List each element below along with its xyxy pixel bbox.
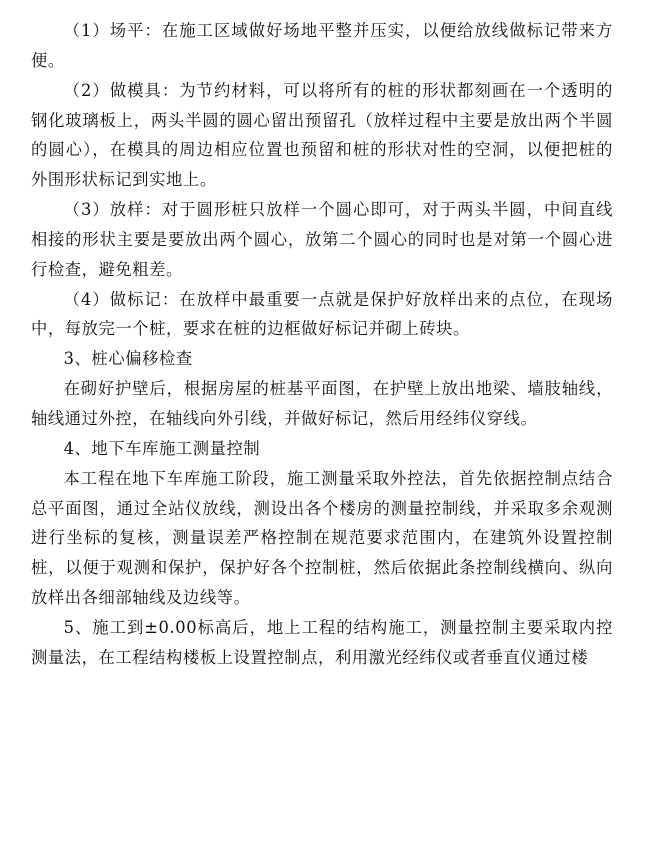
document-page bbox=[31, 16, 613, 673]
paragraph-garage-survey: 本工程在地下车库施工阶段，施工测量采取外控法，首先依据控制点结合总平面图，通过全站仪放线，测设出各个楼房的测量控制线，并采取多余观测进行坐标的复核，测量误差严格控制在规范要求范围内，在建筑外设置控制桩，以便于观测和保护，保护好各个控制桩，然后依据此条控制线横向、纵向放样出各细部轴线及边线等。 bbox=[31, 468, 613, 608]
paragraph-make-template: （2）做模具：为节约材料，可以将所有的桩的形状都刻画在一个透明的钢化玻璃板上，两头半圆的圆心留出预留孔（放样过程中主要是放出两个半圆的圆心），在模具的周边相应位置也预留和桩的形状对性的空洞，以便把桩的外围形状标记到实地上。 bbox=[31, 80, 613, 190]
paragraph-pile-center-check: 在砌好护壁后，根据房屋的桩基平面图，在护壁上放出地梁、墙肢轴线，轴线通过外控，在轴线向外引线，并做好标记，然后用经纬仪穿线。 bbox=[31, 379, 613, 428]
section-heading-garage-survey: 4、地下车库施工测量控制 bbox=[63, 438, 261, 458]
paragraph-marking: （4）做标记：在放样中最重要一点就是保护好放样出来的点位，在现场中，每放完一个桩，要求在桩的边框做好标记并砌上砖块。 bbox=[31, 289, 613, 339]
paragraph-above-ground-survey: 5、施工到±0.00标高后，地上工程的结构施工，测量控制主要采取内控测量法，在工程结构楼板上设置控制点，利用激光经纬仪或者垂直仪通过楼 bbox=[31, 617, 613, 667]
section-heading-pile-center-offset: 3、桩心偏移检查 bbox=[63, 349, 193, 369]
paragraph-stakeout: （3）放样：对于圆形桩只放样一个圆心即可，对于两头半圆，中间直线相接的形状主要是要放出两个圆心，放第二个圆心的同时也是对第一个圆心进行检查，避免粗差。 bbox=[31, 200, 613, 279]
paragraph-site-leveling: （1）场平：在施工区域做好场地平整并压实，以便给放线做标记带来方便。 bbox=[31, 21, 613, 70]
